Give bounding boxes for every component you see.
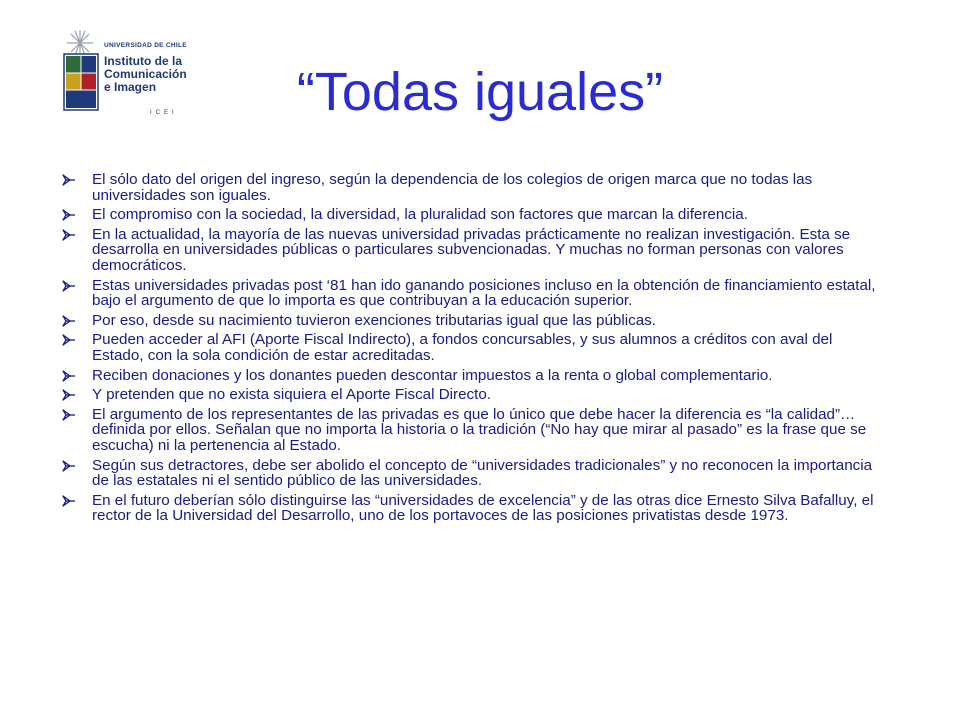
bullet-text: El argumento de los representantes de las privadas es que lo único que debe hacer la diferencia es “la calidad”…definida por ellos. Señalan que no importa la historia o la tradición (“No hay que mirar al pasado” es la frase que se escucha) ni la pertenencia al Estado. bbox=[92, 405, 867, 454]
arrow-bullet-icon bbox=[62, 334, 76, 346]
institute-acronym: ICEI bbox=[150, 110, 178, 116]
bullet-item bbox=[62, 332, 882, 363]
arrow-bullet-icon bbox=[62, 315, 76, 327]
arrow-bullet-icon bbox=[62, 495, 76, 507]
institute-line-1: Instituto de la bbox=[104, 54, 182, 68]
bullet-item bbox=[62, 407, 882, 454]
institute-line-2: Comunicación bbox=[104, 67, 187, 81]
arrow-bullet-icon bbox=[62, 460, 76, 472]
bullet-item bbox=[62, 313, 882, 329]
arrow-bullet-icon bbox=[62, 370, 76, 382]
bullet-text: En la actualidad, la mayoría de las nuevas universidad privadas prácticamente no realizan investigación. Esta se desarrolla en universidades públicas o particulares subvencionadas. Y muchas no forman personas con valores democráticos. bbox=[92, 225, 851, 274]
arrow-bullet-icon bbox=[62, 409, 76, 421]
bullet-item bbox=[62, 227, 882, 274]
arrow-bullet-icon bbox=[62, 280, 76, 292]
arrow-bullet-icon bbox=[62, 174, 76, 186]
bullet-list bbox=[62, 172, 882, 528]
bullet-text: Estas universidades privadas post ‘81 han ido ganando posiciones incluso en la obtención de financiamiento estatal, bajo el argumento de que lo importa es que contribuyan a la educación superior. bbox=[92, 276, 876, 310]
institute-line-3: e Imagen bbox=[104, 80, 157, 94]
bullet-text: Pueden acceder al AFI (Aporte Fiscal Indirecto), a fondos concursables, y sus alumnos a créditos con aval del Estado, con la sola condición de estar acreditadas. bbox=[92, 331, 833, 364]
bullet-text: En el futuro deberían sólo distinguirse las “universidades de excelencia” y de las otras dice Ernesto Silva Bafalluy, el rector de la Universidad del Desarrollo, uno de los portavoces de las posiciones privatistas desde 1973. bbox=[92, 491, 874, 525]
bullet-item bbox=[62, 207, 882, 223]
university-name: UNIVERSIDAD DE CHILE bbox=[104, 42, 187, 49]
slide-title: “Todas iguales” bbox=[296, 62, 664, 122]
bullet-item bbox=[62, 493, 882, 524]
bullet-text: Reciben donaciones y los donantes pueden descontar impuestos a la renta o global complementario. bbox=[92, 366, 773, 384]
arrow-bullet-icon bbox=[62, 229, 76, 241]
bullet-text: Según sus detractores, debe ser abolido el concepto de “universidades tradicionales” y no reconocen la importancia de las estatales ni el sentido público de las universidades. bbox=[92, 456, 873, 490]
arrow-bullet-icon bbox=[62, 389, 76, 401]
arrow-bullet-icon bbox=[62, 209, 76, 221]
bullet-item bbox=[62, 172, 882, 203]
bullet-item bbox=[62, 387, 882, 403]
bullet-item bbox=[62, 278, 882, 309]
bullet-text: El sólo dato del origen del ingreso, según la dependencia de los colegios de origen marca que no todas las universidades son iguales. bbox=[92, 171, 813, 204]
bullet-text: Por eso, desde su nacimiento tuvieron exenciones tributarias igual que las públicas. bbox=[92, 311, 656, 329]
bullet-text: Y pretenden que no exista siquiera el Aporte Fiscal Directo. bbox=[92, 386, 492, 404]
bullet-item bbox=[62, 458, 882, 489]
bullet-text: El compromiso con la sociedad, la diversidad, la pluralidad son factores que marcan la diferencia. bbox=[92, 206, 748, 224]
bullet-item bbox=[62, 368, 882, 384]
